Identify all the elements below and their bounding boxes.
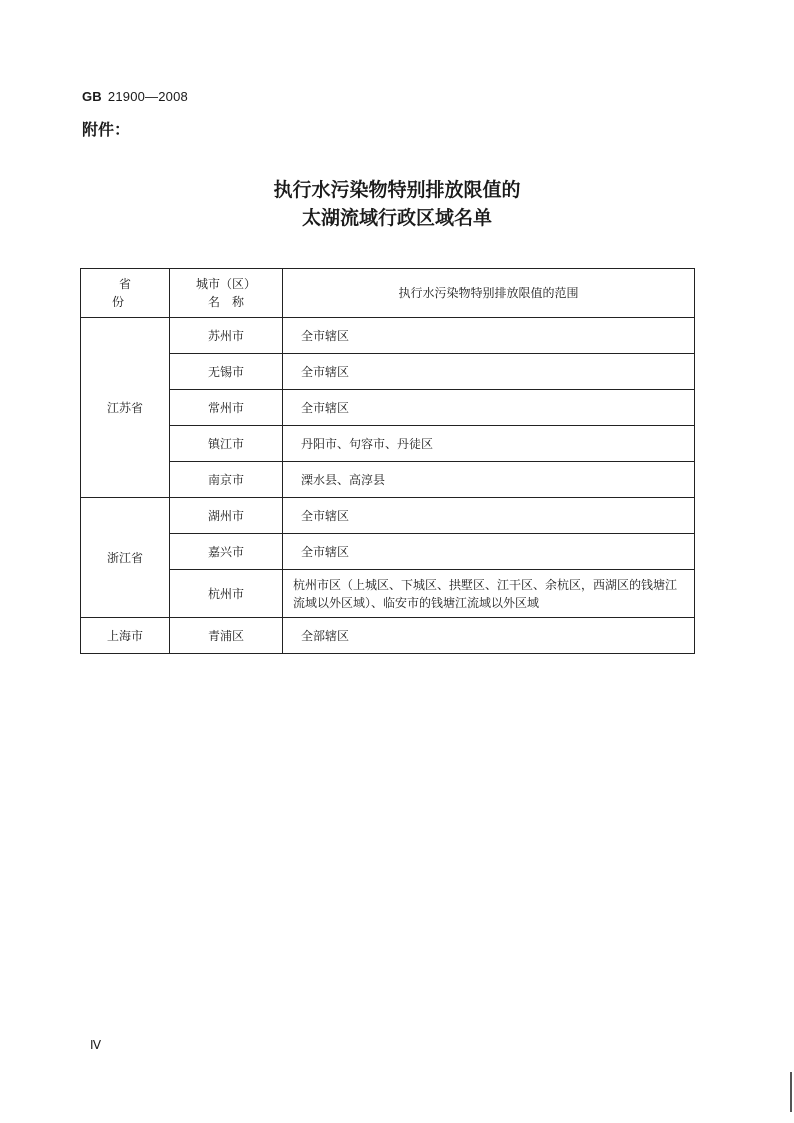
province-cell: 江苏省	[81, 318, 170, 498]
table-row	[81, 570, 695, 618]
table-row	[81, 354, 695, 390]
scope-cell: 全部辖区	[283, 618, 695, 654]
annex-label: 附件：	[82, 120, 131, 139]
standard-number: 21900—2008	[107, 89, 188, 104]
city-cell: 嘉兴市	[170, 534, 283, 570]
table-row	[81, 390, 695, 426]
table-row	[81, 426, 695, 462]
scope-cell: 丹阳市、句容市、丹徒区	[283, 426, 695, 462]
city-cell: 湖州市	[170, 498, 283, 534]
city-cell: 镇江市	[170, 426, 283, 462]
header-province: 省 份	[81, 269, 170, 318]
scope-cell: 全市辖区	[283, 534, 695, 570]
header-city-line-2: 名 称	[207, 295, 244, 309]
city-cell: 苏州市	[170, 318, 283, 354]
city-cell: 常州市	[170, 390, 283, 426]
table-row	[81, 618, 695, 654]
table-row	[81, 534, 695, 570]
standard-prefix: GB	[82, 89, 102, 104]
standard-code	[82, 89, 188, 104]
city-cell: 青浦区	[170, 618, 283, 654]
table-row	[81, 318, 695, 354]
scope-cell: 溧水县、高淳县	[283, 462, 695, 498]
scope-cell: 全市辖区	[283, 498, 695, 534]
header-city	[170, 269, 283, 318]
scope-cell: 杭州市区（上城区、下城区、拱墅区、江干区、余杭区，西湖区的钱塘江流域以外区域）、临安市的钱塘江流域以外区域	[283, 570, 695, 618]
scope-cell: 全市辖区	[283, 318, 695, 354]
header-scope: 执行水污染物特别排放限值的范围	[283, 269, 695, 318]
document-title	[0, 176, 794, 232]
table-header-row	[81, 269, 695, 318]
scope-cell: 全市辖区	[283, 390, 695, 426]
table-row	[81, 462, 695, 498]
province-cell: 上海市	[81, 618, 170, 654]
region-table	[80, 268, 695, 654]
province-cell: 浙江省	[81, 498, 170, 618]
scan-edge-mark	[790, 1072, 792, 1112]
scope-cell: 全市辖区	[283, 354, 695, 390]
table-row	[81, 498, 695, 534]
title-line-1: 执行水污染物特别排放限值的	[273, 179, 521, 201]
header-city-line-1: 城市（区）	[195, 277, 256, 291]
city-cell: 杭州市	[170, 570, 283, 618]
title-line-2: 太湖流域行政区域名单	[301, 207, 492, 229]
page-number: Ⅳ	[90, 1038, 102, 1052]
city-cell: 南京市	[170, 462, 283, 498]
city-cell: 无锡市	[170, 354, 283, 390]
